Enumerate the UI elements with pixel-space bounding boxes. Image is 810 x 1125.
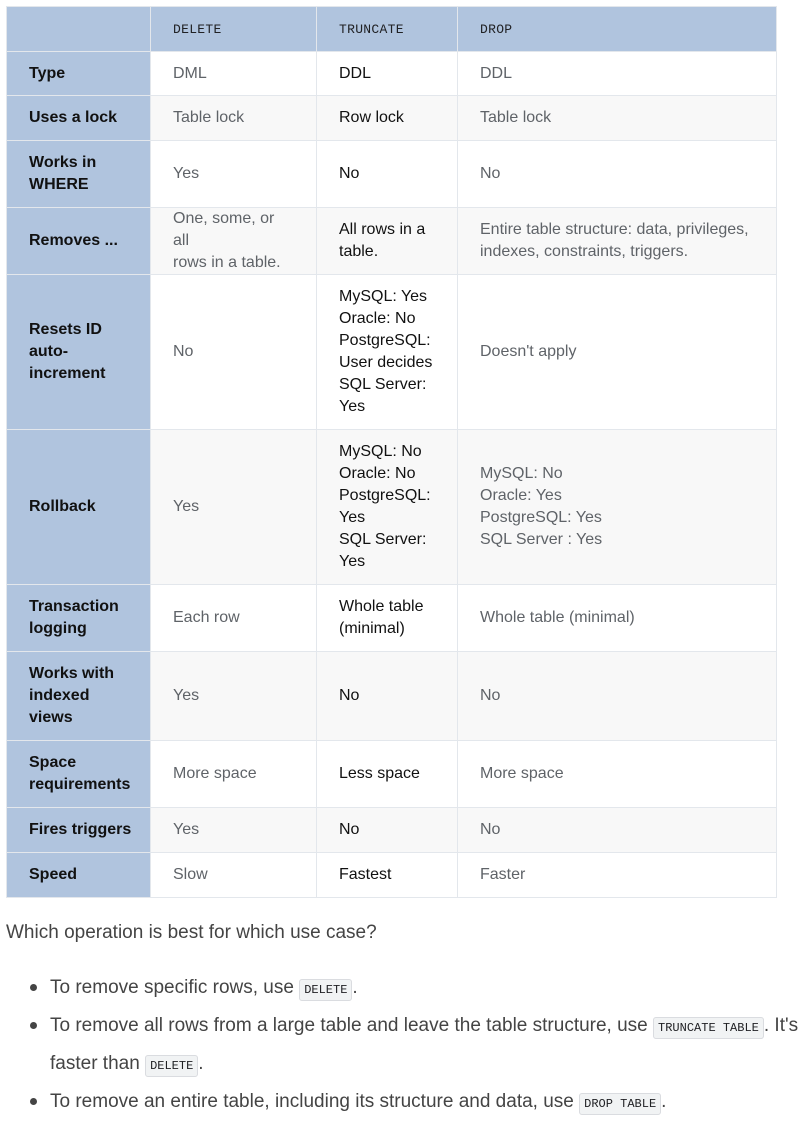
bullet-text: .	[661, 1091, 667, 1112]
cell-line: Oracle: No	[339, 310, 416, 327]
row-header	[7, 741, 151, 808]
inline-code: DELETE	[145, 1055, 198, 1077]
cell-line: indexes, constraints, triggers.	[480, 243, 689, 260]
cell-line: Doesn't apply	[480, 343, 577, 360]
cell-line: Fastest	[339, 866, 392, 883]
row-header	[7, 808, 151, 853]
cell-truncate	[317, 141, 458, 208]
cell-line: Less space	[339, 765, 420, 782]
comparison-table	[6, 6, 777, 898]
row-header-line: Removes ...	[29, 232, 118, 249]
cell-line: DDL	[480, 64, 513, 82]
bullet-icon	[30, 1098, 37, 1105]
cell-delete	[151, 853, 317, 898]
cell-delete	[151, 585, 317, 652]
row-header	[7, 853, 151, 898]
cell-line: No	[480, 165, 501, 182]
row-header-line: Uses a lock	[29, 109, 118, 126]
table-row	[7, 652, 777, 741]
row-header	[7, 275, 151, 430]
inline-code: DELETE	[299, 979, 352, 1001]
cell-line: PostgreSQL:	[339, 332, 431, 349]
cell-line: Oracle: Yes	[480, 487, 562, 504]
cell-line: Yes	[173, 821, 200, 838]
inline-code: TRUNCATE TABLE	[653, 1017, 764, 1039]
bullet-text: .	[352, 977, 358, 998]
cell-line: Whole table (minimal)	[480, 609, 635, 626]
row-header	[7, 141, 151, 208]
use-case-list	[6, 970, 810, 1122]
cell-line: PostgreSQL: Yes	[480, 509, 602, 526]
cell-line: DML	[173, 64, 207, 82]
cell-line: Entire table structure: data, privileges,	[480, 221, 749, 238]
cell-delete	[151, 141, 317, 208]
cell-drop	[458, 585, 777, 652]
cell-truncate	[317, 208, 458, 275]
cell-line: SQL Server : Yes	[480, 531, 603, 548]
table-row	[7, 585, 777, 652]
cell-delete	[151, 208, 317, 275]
cell-line: SQL Server:	[339, 376, 427, 393]
cell-line: (minimal)	[339, 620, 405, 637]
bullet-text: To remove all rows from a large table and leave the table structure, use	[50, 1015, 654, 1036]
row-header	[7, 96, 151, 141]
row-header-line: Fires triggers	[29, 821, 132, 838]
cell-line: DDL	[339, 64, 372, 82]
list-item	[50, 970, 810, 1008]
cell-line: More space	[173, 765, 257, 782]
cell-drop	[458, 741, 777, 808]
cell-delete	[151, 430, 317, 585]
bullet-text: To remove an entire table, including its structure and data, use	[50, 1091, 580, 1112]
row-header-line: Speed	[29, 866, 78, 883]
row-header-line: Works in	[29, 154, 97, 171]
cell-line: All rows in a	[339, 221, 426, 238]
cell-line: No	[480, 687, 501, 704]
cell-line: No	[339, 821, 360, 838]
column-header-delete: DELETE	[151, 7, 317, 52]
cell-line: No	[339, 165, 360, 182]
table-row	[7, 208, 777, 275]
table-row	[7, 853, 777, 898]
bullet-text: To remove specific rows, use	[50, 977, 300, 998]
cell-line: SQL Server:	[339, 531, 427, 548]
table-corner-cell	[7, 7, 151, 52]
cell-drop	[458, 275, 777, 430]
cell-drop	[458, 808, 777, 853]
table-row	[7, 430, 777, 585]
row-header-line: Works with	[29, 665, 115, 682]
cell-line: MySQL: Yes	[339, 288, 428, 305]
row-header-line: logging	[29, 620, 87, 637]
cell-drop	[458, 430, 777, 585]
row-header-line: Transaction	[29, 598, 119, 615]
row-header-line: Rollback	[29, 498, 96, 515]
cell-line: Row lock	[339, 109, 404, 126]
cell-drop	[458, 853, 777, 898]
list-item	[50, 1008, 810, 1084]
cell-truncate	[317, 808, 458, 853]
row-header	[7, 652, 151, 741]
cell-truncate	[317, 585, 458, 652]
cell-delete	[151, 741, 317, 808]
bullet-icon	[30, 984, 37, 991]
inline-code: DROP TABLE	[579, 1093, 661, 1115]
cell-line: Yes	[339, 509, 366, 526]
cell-line: Oracle: No	[339, 465, 416, 482]
cell-delete	[151, 96, 317, 141]
cell-line: One, some, or all	[173, 210, 275, 249]
section-question: Which operation is best for which use case?	[6, 922, 377, 943]
cell-truncate	[317, 275, 458, 430]
cell-line: More space	[480, 765, 564, 782]
bullet-text: .	[198, 1053, 204, 1074]
cell-line: Yes	[173, 498, 200, 515]
row-header-line: increment	[29, 365, 106, 382]
row-header-line: WHERE	[29, 176, 89, 193]
table-row	[7, 141, 777, 208]
row-header	[7, 52, 151, 96]
cell-line: Yes	[339, 553, 366, 570]
row-header-line: Space	[29, 754, 77, 771]
cell-delete	[151, 808, 317, 853]
cell-line: Table lock	[480, 109, 552, 126]
cell-line: No	[480, 821, 501, 838]
table-row	[7, 96, 777, 141]
cell-truncate	[317, 741, 458, 808]
cell-line: MySQL: No	[480, 465, 563, 482]
row-header-line: Type	[29, 64, 66, 82]
cell-delete	[151, 52, 317, 96]
cell-line: table.	[339, 243, 379, 260]
list-item	[50, 1084, 810, 1122]
cell-truncate	[317, 652, 458, 741]
table-row	[7, 275, 777, 430]
cell-drop	[458, 52, 777, 96]
table-row	[7, 808, 777, 853]
cell-truncate	[317, 430, 458, 585]
row-header-line: auto-	[29, 343, 69, 360]
row-header	[7, 208, 151, 275]
row-header-line: indexed	[29, 687, 90, 704]
cell-line: Yes	[173, 165, 200, 182]
cell-truncate	[317, 96, 458, 141]
cell-drop	[458, 141, 777, 208]
cell-line: Whole table	[339, 598, 424, 615]
bullet-text: . It's faster than	[50, 1015, 799, 1074]
column-header-truncate: TRUNCATE	[317, 7, 458, 52]
cell-truncate	[317, 52, 458, 96]
cell-line: MySQL: No	[339, 443, 422, 460]
cell-delete	[151, 275, 317, 430]
row-header-line: Resets ID	[29, 321, 102, 338]
cell-line: Yes	[339, 398, 366, 415]
cell-delete	[151, 652, 317, 741]
cell-drop	[458, 208, 777, 275]
cell-line: Each row	[173, 609, 240, 626]
cell-line: PostgreSQL:	[339, 487, 431, 504]
cell-truncate	[317, 853, 458, 898]
cell-line: rows in a table.	[173, 254, 281, 271]
row-header	[7, 585, 151, 652]
bullet-icon	[30, 1022, 37, 1029]
cell-line: Table lock	[173, 109, 245, 126]
row-header-line: requirements	[29, 776, 131, 793]
column-header-drop: DROP	[458, 7, 777, 52]
cell-line: Faster	[480, 866, 526, 883]
table-row	[7, 741, 777, 808]
cell-line: No	[173, 343, 194, 360]
cell-line: User decides	[339, 354, 433, 371]
row-header	[7, 430, 151, 585]
table-header-row	[7, 7, 777, 52]
row-header-line: views	[29, 709, 73, 726]
cell-line: Slow	[173, 866, 208, 883]
cell-drop	[458, 652, 777, 741]
cell-line: Yes	[173, 687, 200, 704]
table-row	[7, 52, 777, 96]
cell-line: No	[339, 687, 360, 704]
cell-drop	[458, 96, 777, 141]
